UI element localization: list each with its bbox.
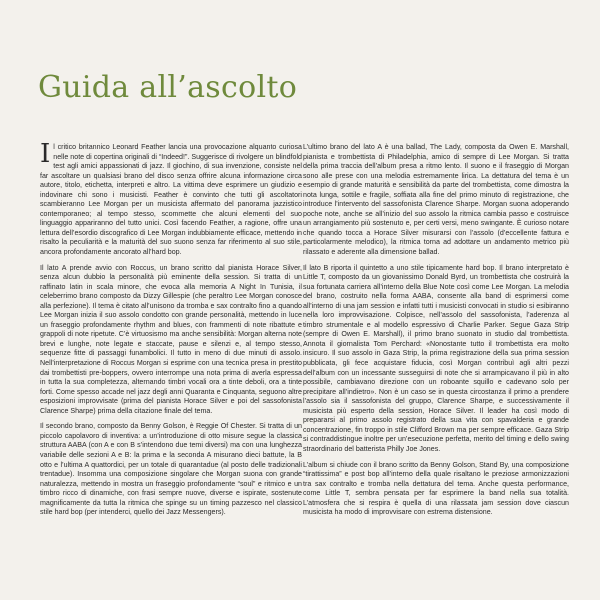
paragraph-stand-by: L’album si chiude con il brano scritto da Benny Golson, Stand By, una composizione “tirattissima” e post bop all’interno della quale risaltano le preziose armonizzazioni tra sax contralto e tromba nella dettatura del tema. Anche questa performance, come Little T, sembra pensata per far esprimere la band nella sua totalità. L’atmosfera che si respira è quella di una rilassata jam session dove ciascun musicista ha modo di improvvisare con estrema distensione.: [303, 460, 569, 517]
paragraph-roccus: Il lato A prende avvio con Roccus, un brano scritto dal pianista Horace Silver, senza alcun dubbio la personalità più eminente della session. Si tratta di un raffinato latin in scala minore, che evoca alla memoria A Night In Tunisia, il celeberrimo brano composto da Dizzy Gillespie (che peraltro Lee Morgan conosce alla perfezione). Il tema è citato all’unisono da tromba e sax contralto fino a quando Lee Morgan inizia il suo assolo condotto con grande personalità, mettendo in luce un fraseggio profondamente rhythm and blues, con frammenti di note ribattute e grappoli di note ripetute. C’è virtuosismo ma anche sensibilità: Morgan alterna note brevi e lunghe, note legate e staccate, pause e silenzi e, al tempo stesso, sequenze fitte di passaggi funambolici. Il tutto in meno di due minuti di assolo. Nell’interpretazione di Roccus Morgan si esprime con una tecnica presa in prestito dai trombettisti pre-boppers, ovvero interrompe una nota prima di averla espressa in tutta la sua completezza, alternando timbri vocali ora a tinte deboli, ora a tinte forti. Come spesso accade nel jazz degli anni Quaranta e Cinquanta, seguono altre esposizioni improvvisate (prima del pianista Horace Silver e poi del sassofonista Clarence Sharpe) prima della citazione finale del tema.: [40, 263, 302, 415]
paragraph-reggie-of-chester: Il secondo brano, composto da Benny Golson, è Reggie Of Chester. Si tratta di un piccolo capolavoro di inventiva: a un’introduzione di otto misure segue la classica struttura AABA (con A e con B s’intendono due temi diversi) ma con una lunghezza variabile delle sezioni A e B: la prima e la seconda A misurano dieci battute, la B otto e l’ultima A quattordici, per un totale di quarantadue (al posto delle tradizionali trentadue). Insomma una composizione singolare che Morgan suona con grande naturalezza, mettendo in mostra un fraseggio profondamente “soul” e ritmico e un timbro ricco di dinamiche, con frasi sempre nuove, diverse e ispirate, sostenute magnificamente da tutta la ritmica che spinge su un timing pazzesco nel classico stile hard bop (per intenderci, quello dei Jazz Messengers).: [40, 422, 302, 517]
paragraph-the-lady: L’ultimo brano del lato A è una ballad, The Lady, composta da Owen E. Marshall, pianista e trombettista di Philadelphia, amico di sempre di Lee Morgan. Si tratta della prima traccia dell’album presa a ritmo lento. Il suono e il fraseggio di Morgan sono alle prese con una melodia estremamente lirica. La dettatura del tema è un esempio di grande maturità e sensibilità da parte del trombettista, come dimostra la nota lunga, sottile e fragile, soffiata alla fine del primo minuto di registrazione, che introduce l’intervento del sassofonista Clarence Sharpe. Morgan suona adoperando poche note, anche se all’inizio del suo assolo la ritmica cambia passo e costruisce un arrangiamento più sostenuto e, per certi versi, meno swingante. È curioso notare che quando tocca a Horace Silver misurarsi con l’assolo (d’eccellente fattura e particolarmente melodico), la ritmica torna ad adottare un andamento metrico più rilassato e aderente alla dimensione ballad.: [303, 143, 569, 257]
paragraph-intro-text: l critico britannico Leonard Feather lancia una provocazione alquanto curiosa nelle note di copertina originali di “Indeed!”. Suggerisce di rivolgere un blindfold test agli amici appassionati di jazz. Il giochino, di sua invenzione, consiste nel far ascoltare un qualsiasi brano del disco senza offrire alcuna informazione circa autore, titolo, etichetta, interpreti e altro. La vittima deve esprimere un giudizio e indovinare chi sono i musicisti. Feather è convinto che tutti gli ascoltatori scambieranno Lee Morgan per un musicista affermato del panorama jazzistico contemporaneo; al tempo stesso, scommette che alcuni elementi del suo linguaggio appariranno del tutto unici. Così facendo Feather, a ragione, offre una lettura dell’esordio discografico di Lee Morgan indubbiamente efficace, mettendo in risalto la peculiarità e la maturità del suo suono senza far riferimento al suo stile, ancora profondamente ancorato all’hard bop.: [40, 143, 302, 257]
right-column: [303, 143, 569, 524]
page-title: Guida all’ascolto: [38, 70, 298, 105]
paragraph-intro: [40, 139, 302, 258]
left-column: [40, 139, 302, 524]
drop-cap: I: [40, 139, 51, 169]
paragraph-side-b: Il lato B riporta il quintetto a uno stile tipicamente hard bop. Il brano interpretato è Little T, composto da un giovanissimo Donald Byrd, un trombettista che costruirà la sua fortunata carriera all’interno della Blue Note così come Lee Morgan. La melodia del brano, costruito nella forma AABA, consente alla band di esprimersi come all’interno di una jam session e infatti tutti i musicisti convocati in studio si esibiranno nella loro improvvisazione. Colpisce, nell’assolo del sassofonista, l’aderenza al timbro strumentale e al modello espressivo di Charlie Parker. Segue Gaza Strip (sempre di Owen E. Marshall), il primo brano suonato in studio dal trombettista. Annota il giornalista Tom Perchard: «Nonostante tutto il trombettista era molto insicuro. Il suo assolo in Gaza Strip, la prima registrazione della sua prima session pubblicata, gli fece acquistare fiducia, così Morgan contribuì agli altri pezzi dell’album con un incessante susseguirsi di note che si arrampicavano il più in alto possibile, cambiavano direzione con un roboante squillo e cadevano solo per precipitare all’indietro». Non è un caso se in questa circostanza il primo a prendere l’assolo sia il sassofonista del gruppo, Clarence Sharpe, e successivamente il musicista più esperto della session, Horace Silver. Il leader ha così modo di prepararsi al primo assolo registrato della sua vita con spavalderia e grande concentrazione, fin troppo in stile Clifford Brown ma per sempre efficace. Gaza Strip si contraddistingue inoltre per un’esecuzione perfetta, merito del timing e dello swing straordinario del batterista Philly Joe Jones.: [303, 263, 569, 453]
